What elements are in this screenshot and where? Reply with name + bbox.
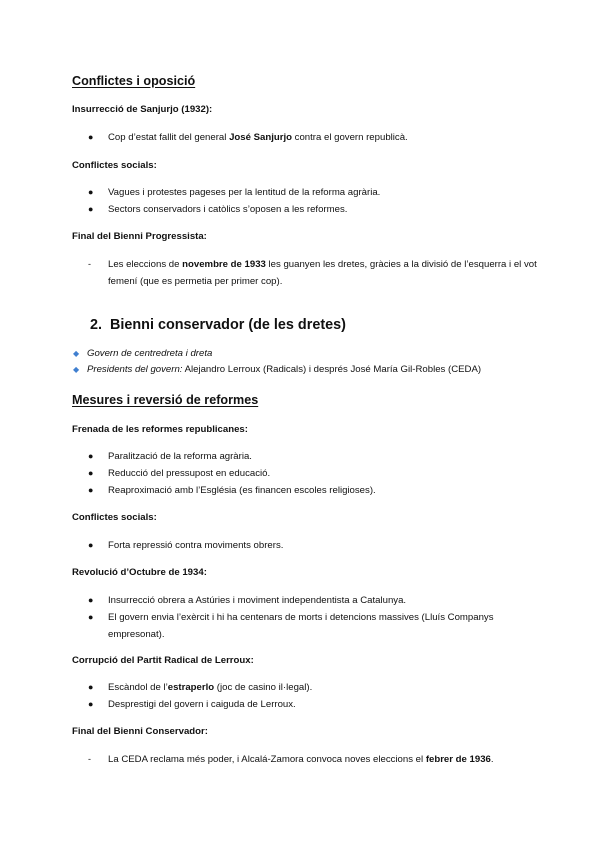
list-item: ● El govern envia l’exèrcit i hi ha centenars de morts i detencions massives (Lluís Companys empresonat).	[88, 609, 538, 643]
bullet-icon: ●	[88, 132, 94, 142]
list-item: ● Escàndol de l’estraperlo (joc de casino il·legal).	[88, 679, 538, 696]
list-item: ● Cop d’estat fallit del general José Sanjurjo contra el govern republicà.	[88, 129, 538, 146]
list-item: ● Reaproximació amb l’Església (es financen escoles religioses).	[88, 482, 538, 499]
bullet-icon: ●	[88, 595, 94, 605]
list-item: ● Sectors conservadors i catòlics s’oposen a les reformes.	[88, 201, 538, 218]
bullet-icon: ●	[88, 612, 94, 622]
list-item: ● Insurrecció obrera a Astúries i moviment independentista a Catalunya.	[88, 592, 538, 609]
list-item: ◆ Govern de centredreta i dreta	[73, 346, 212, 362]
subheading-frenada: Frenada de les reformes republicanes:	[72, 424, 248, 435]
diamond-bullet-icon: ◆	[73, 349, 80, 358]
list-item: ● Vagues i protestes pageses per la lentitud de la reforma agrària.	[88, 184, 538, 201]
subheading-revolucio: Revolució d’Octubre de 1934:	[72, 567, 207, 578]
section-heading-mesures: Mesures i reversió de reformes	[72, 393, 259, 407]
section-heading-bienni-conservador: 2. Bienni conservador (de les dretes)	[90, 317, 346, 333]
subheading-final-progressista: Final del Bienni Progressista:	[72, 231, 207, 242]
dash-icon: -	[88, 754, 91, 764]
list-item: ● Forta repressió contra moviments obrers.	[88, 537, 538, 554]
list-item: ● Reducció del pressupost en educació.	[88, 465, 538, 482]
dash-icon: -	[88, 259, 91, 269]
list-item: ● Desprestigi del govern i caiguda de Lerroux.	[88, 696, 538, 713]
diamond-bullet-icon: ◆	[73, 365, 80, 374]
subheading-corrupcio: Corrupció del Partit Radical de Lerroux:	[72, 655, 254, 666]
subheading-conflictes-socials-2: Conflictes socials:	[72, 512, 157, 523]
subheading-sanjurjo: Insurrecció de Sanjurjo (1932):	[72, 104, 213, 115]
bullet-icon: ●	[88, 540, 94, 550]
list-item: ◆ Presidents del govern: Alejandro Lerroux (Radicals) i després José María Gil-Robles (CEDA)	[73, 362, 481, 378]
section-heading-conflictes: Conflictes i oposició	[72, 74, 196, 88]
subheading-final-conservador: Final del Bienni Conservador:	[72, 726, 208, 737]
bullet-icon: ●	[88, 485, 94, 495]
bullet-icon: ●	[88, 682, 94, 692]
bullet-icon: ●	[88, 699, 94, 709]
list-item: - Les eleccions de novembre de 1933 les guanyen les dretes, gràcies a la divisió de l’esquerra i el vot femení (que es permetia per primer cop).	[88, 256, 538, 290]
bullet-icon: ●	[88, 451, 94, 461]
bullet-icon: ●	[88, 187, 94, 197]
bullet-icon: ●	[88, 468, 94, 478]
bullet-icon: ●	[88, 204, 94, 214]
list-item: - La CEDA reclama més poder, i Alcalá-Zamora convoca noves eleccions el febrer de 1936.	[88, 751, 538, 768]
subheading-conflictes-socials: Conflictes socials:	[72, 160, 157, 171]
list-item: ● Paralització de la reforma agrària.	[88, 448, 538, 465]
